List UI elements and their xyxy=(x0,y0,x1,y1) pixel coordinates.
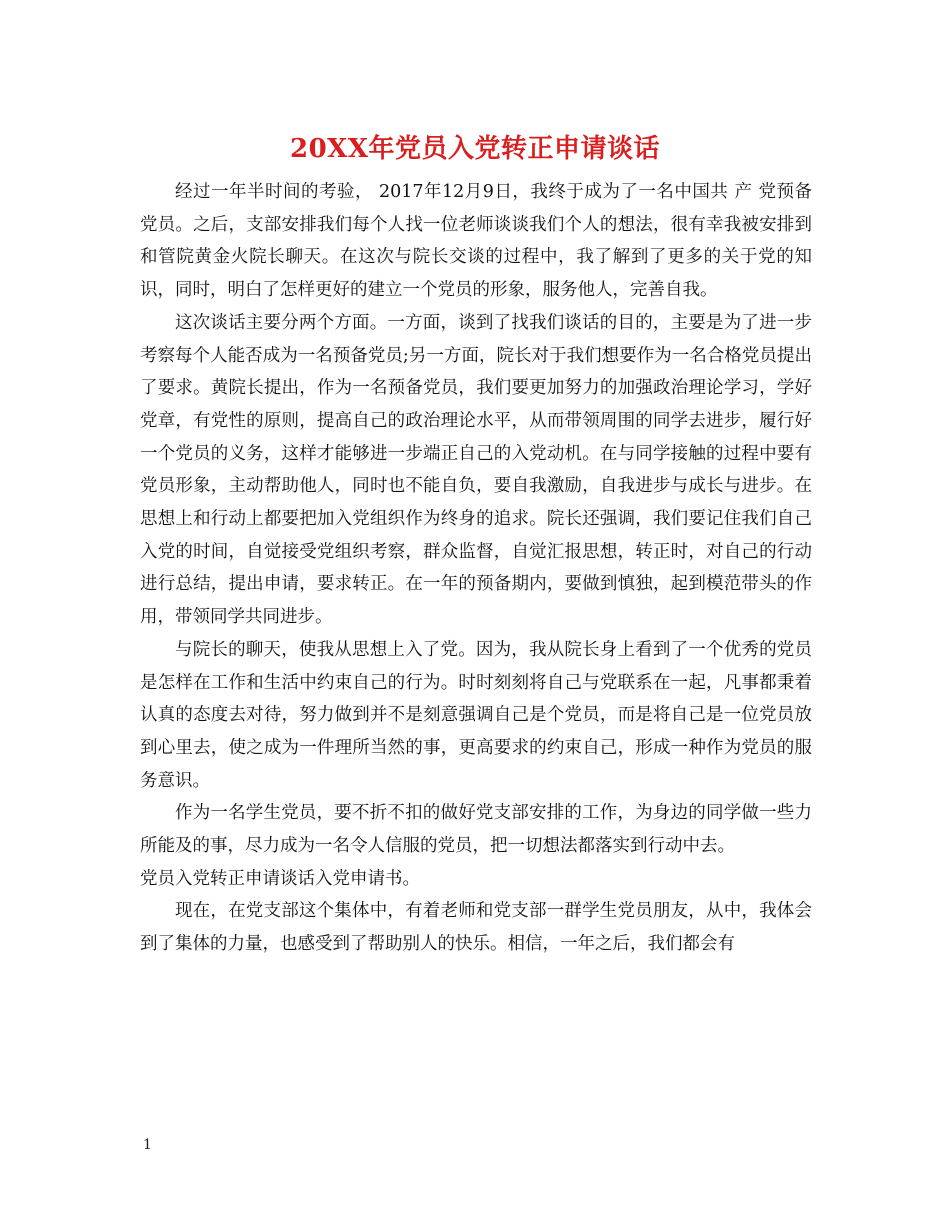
paragraph-4: 作为一名学生党员，要不折不扣的做好党支部安排的工作，为身边的同学做一些力所能及的事，尽力成为一名令人信服的党员，把一切想法都落实到行动中去。 xyxy=(140,803,812,857)
paragraph-1: 经过一年半时间的考验， 2017年12月9日，我终于成为了一名中国共 产 党预备党员。之后，支部安排我们每个人找一位老师谈谈我们个人的想法，很有幸我被安排到和管院黄金火院长聊天。在这次与院长交谈的过程中，我了解到了更多的关于党的知识，同时，明白了怎样更好的建立一个党员的形象，服务他人，完善自我。 xyxy=(140,182,812,301)
page-number: 1 xyxy=(143,1137,152,1153)
document-title: 20XX年党员入党转正申请谈话 xyxy=(289,134,661,164)
paragraph-3: 与院长的聊天，使我从思想上入了党。因为，我从院长身上看到了一个优秀的党员是怎样在工作和生活中约束自己的行为。时时刻刻将自己与党联系在一起，凡事都秉着认真的态度去对待，努力做到并不是刻意强调自己是个党员，而是将自己是一位党员放到心里去，使之成为一件理所当然的事，更高要求的约束自己，形成一种作为党员的服务意识。 xyxy=(140,639,812,791)
document-body xyxy=(140,176,812,961)
paragraph-2: 这次谈话主要分两个方面。一方面，谈到了找我们谈话的目的，主要是为了进一步考察每个人能否成为一名预备党员;另一方面，院长对于我们想要作为一名合格党员提出了要求。黄院长提出，作为一名预备党员，我们要更加努力的加强政治理论学习，学好党章，有党性的原则，提高自己的政治理论水平，从而带领周围的同学去进步，履行好一个党员的义务，这样才能够进一步端正自己的入党动机。在与同学接触的过程中要有党员形象，主动帮助他人，同时也不能自负，要自我激励，自我进步与成长与进步。在思想上和行动上都要把加入党组织作为终身的追求。院长还强调，我们要记住我们自己入党的时间，自觉接受党组织考察，群众监督，自觉汇报思想，转正时，对自己的行动进行总结，提出申请，要求转正。在一年的预备期内，要做到慎独，起到模范带头的作用，带领同学共同进步。 xyxy=(140,312,812,628)
paragraph-5: 党员入党转正申请谈话入党申请书。 xyxy=(140,868,420,889)
paragraph-6: 现在，在党支部这个集体中，有着老师和党支部一群学生党员朋友，从中，我体会到了集体的力量，也感受到了帮助别人的快乐。相信，一年之后，我们都会有 xyxy=(140,901,812,955)
